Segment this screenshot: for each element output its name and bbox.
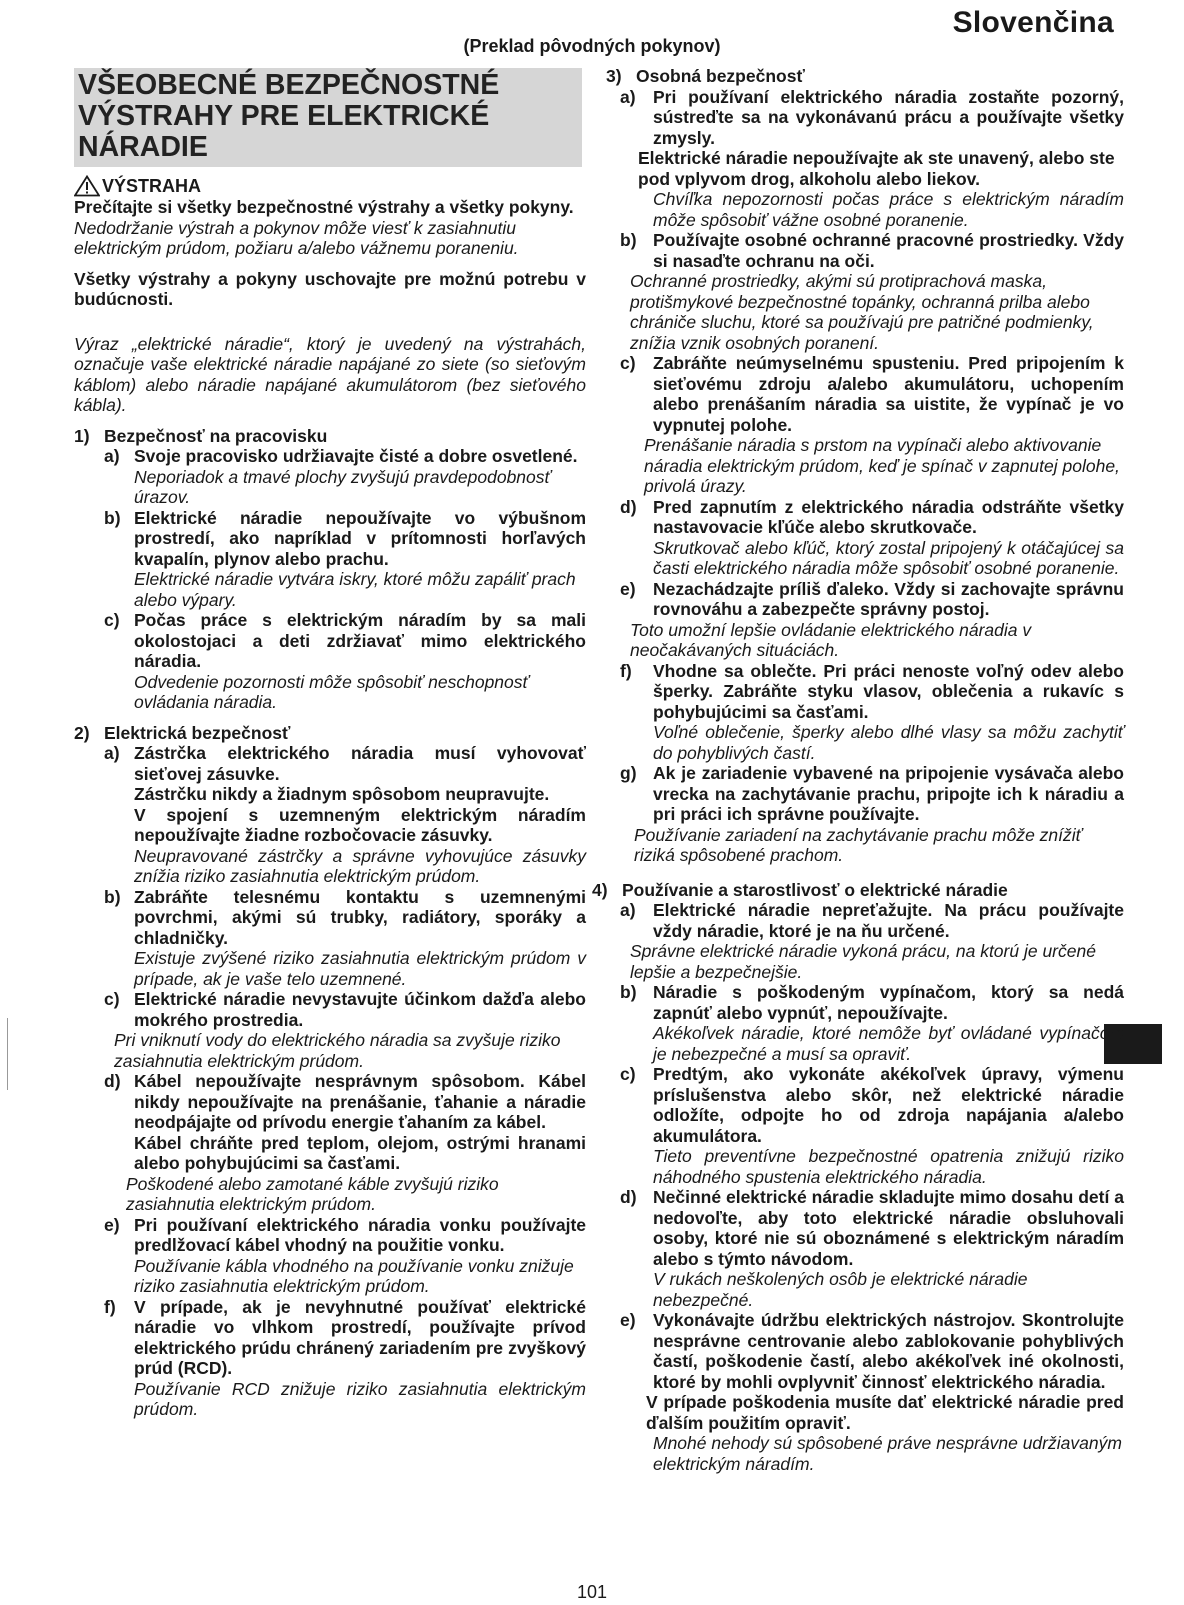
s2-item-b-note: Existuje zvýšené riziko zasiahnutia elektrickým prúdom v prípade, ak je vaše telo uzemnené. xyxy=(134,948,586,989)
page-heading: VŠEOBECNÉ BEZPEČNOSTNÉ VÝSTRAHY PRE ELEKTRICKÉ NÁRADIE xyxy=(74,68,582,167)
s2-item-e-note: Používanie kábla vhodného na používanie vonku znižuje riziko zasiahnutia elektrickým prúdom. xyxy=(134,1255,574,1296)
s3-item-g: g) Ak je zariadenie vybavené na pripojenie vysávača alebo vrecka na zachytávanie prachu, pripojte ich k náradiu a pri práci ich správne používajte. xyxy=(620,763,1124,824)
s4-item-e: e) Vykonávajte údržbu elektrických nástrojov. Skontrolujte nesprávne centrovanie alebo zablokovanie pohyblivých častí, poškodenie častí, alebo akékoľvek iné okolnosti, ktoré by mohli ovplyvniť činnosť elektrického náradia. xyxy=(620,1310,1124,1392)
s2-item-a-text3: V spojení s uzemneným elektrickým náradím nepoužívajte žiadne rozbočovacie zásuvky. xyxy=(134,804,586,845)
s3-item-f-note: Voľné oblečenie, šperky alebo dlhé vlasy sa môžu zachytiť do pohyblivých častí. xyxy=(653,722,1124,763)
read-all-instruction: Prečítajte si všetky bezpečnostné výstrahy a všetky pokyny. xyxy=(74,197,574,217)
s4-item-c: c) Predtým, ako vykonáte akékoľvek úpravy, výmenu príslušenstva alebo skôr, než elektrické náradie odložíte, odpojte ho od zdroja napájania a/alebo akumulátora. xyxy=(620,1064,1124,1146)
s1-item-b-note: Elektrické náradie vytvára iskry, ktoré môžu zapáliť prach alebo výpary. xyxy=(134,569,576,610)
s1-item-c: c) Počas práce s elektrickým náradím by sa mali okolostojaci a deti zdržiavať mimo elektrického náradia. xyxy=(104,610,586,671)
s4-item-b: b) Náradie s poškodeným vypínačom, ktorý sa nedá zapnúť alebo vypnúť, nepoužívajte. xyxy=(620,982,1124,1023)
section-1-title: 1) Bezpečnosť na pracovisku xyxy=(74,425,328,446)
s3-item-b-note: Ochranné prostriedky, akými sú protiprachová maska, protišmykové bezpečnostné topánky, ochranná prilba alebo chrániče sluchu, ktoré sa používajú pre patričné podmienky, znížia vznik osobných poranení. xyxy=(630,271,1094,353)
warning-heading xyxy=(74,175,586,197)
s2-item-f: f) V prípade, ak je nevyhnutné používať elektrické náradie vo vlhkom prostredí, používajte prívod elektrického prúdu chránený zariadením pre zvyškový prúd (RCD). xyxy=(104,1296,586,1378)
s3-item-c-note: Prenášanie náradia s prstom na vypínači alebo aktivovanie náradia elektrickým prúdom, keď je spínač v zapnutej polohe, privolá úrazy. xyxy=(644,435,1120,496)
language-label: Slovenčina xyxy=(952,6,1114,39)
left-column xyxy=(74,68,586,1420)
read-all-note: Nedodržanie výstrah a pokynov môže viesť k zasiahnutiu elektrickým prúdom, požiaru a/alebo vážnemu poraneniu. xyxy=(74,217,519,258)
s3-item-d: d) Pred zapnutím z elektrického náradia odstráňte všetky nastavovacie kľúče alebo skrutkovače. xyxy=(620,496,1124,537)
margin-mark xyxy=(7,1018,8,1090)
keep-instruction: Všetky výstrahy a pokyny uschovajte pre možnú potrebu v budúcnosti. xyxy=(74,268,586,309)
section-2-title: 2) Elektrická bezpečnosť xyxy=(74,722,291,743)
section-4-title: 4) Používanie a starostlivosť o elektrické náradie xyxy=(592,879,1008,900)
s4-item-e-text2: V prípade poškodenia musíte dať elektrické náradie pred ďalším použitím opraviť. xyxy=(646,1392,1124,1433)
s3-item-c: c) Zabráňte neúmyselnému spusteniu. Pred pripojením k sieťovému zdroju a/alebo akumulátoru, uchopením alebo prenášaním náradia sa uistite, že vypínač je vo vypnutej polohe. xyxy=(620,353,1124,435)
s2-item-e: e) Pri používaní elektrického náradia vonku používajte predlžovací kábel vhodný na použitie vonku. xyxy=(104,1214,586,1255)
s2-item-c: c) Elektrické náradie nevystavujte účinkom dažďa alebo mokrého prostredia. xyxy=(104,989,586,1030)
s3-item-e-note: Toto umožní lepšie ovládanie elektrického náradia v neočakávaných situáciách. xyxy=(630,619,1032,660)
s4-item-a-note: Správne elektrické náradie vykoná prácu, na ktorú je určené lepšie a bezpečnejšie. xyxy=(630,941,1096,982)
s4-item-c-note: Tieto preventívne bezpečnostné opatrenia znižujú riziko náhodného spustenia elektrického náradia. xyxy=(653,1146,1124,1187)
term-definition: Výraz „elektrické náradie“, ktorý je uvedený na výstrahách, označuje vaše elektrické náradie napájané zo siete (so sieťovým káblom) alebo náradie napájané akumulátorom (bez sieťového kábla). xyxy=(74,333,586,415)
s3-item-b: b) Používajte osobné ochranné pracovné prostriedky. Vždy si nasaďte ochranu na oči. xyxy=(620,230,1124,271)
section-3-title: 3) Osobná bezpečnosť xyxy=(606,66,805,86)
s4-item-a: a) Elektrické náradie nepreťažujte. Na prácu používajte vždy náradie, ktoré je na ňu určené. xyxy=(620,900,1124,941)
s1-item-b: b) Elektrické náradie nepoužívajte vo výbušnom prostredí, ako napríklad v prítomnosti horľavých kvapalín, plynov alebo prachu. xyxy=(104,507,586,569)
subtitle: (Preklad pôvodných pokynov) xyxy=(463,36,721,56)
s3-item-f: f) Vhodne sa oblečte. Pri práci nenoste voľný odev alebo šperky. Zabráňte styku vlasov, oblečenia a rukavíc s pohybujúcimi sa časťami. xyxy=(620,660,1124,722)
page-number: 101 xyxy=(576,1582,608,1602)
s2-item-d: d) Kábel nepoužívajte nesprávnym spôsobom. Kábel nikdy nepoužívajte na prenášanie, ťahanie a náradie neodpájajte od prívodu energie ťahaním za kábel. xyxy=(104,1071,586,1132)
s3-item-a: a) Pri používaní elektrického náradia zostaňte pozorný, sústreďte sa na vykonávanú prácu a používajte všetky zmysly. xyxy=(620,86,1124,148)
s1-item-a-note: Neporiadok a tmavé plochy zvyšujú pravdepodobnosť úrazov. xyxy=(134,466,551,507)
s4-item-d-note: V rukách neškolených osôb je elektrické náradie nebezpečné. xyxy=(653,1269,1028,1310)
s3-item-a-text2: Elektrické náradie nepoužívajte ak ste unavený, alebo ste pod vplyvom drog, alkoholu alebo liekov. xyxy=(638,148,1115,189)
s2-item-d-text2: Kábel chráňte pred teplom, olejom, ostrými hranami alebo pohybujúcimi sa časťami. xyxy=(134,1132,586,1173)
s4-item-e-note: Mnohé nehody sú spôsobené práve nesprávne udržiavaným elektrickým náradím. xyxy=(653,1433,1122,1474)
s2-item-c-note: Pri vniknutí vody do elektrického náradia sa zvyšuje riziko zasiahnutia elektrickým prúdom. xyxy=(114,1030,561,1071)
s2-item-b: b) Zabráňte telesnému kontaktu s uzemnenými povrchmi, akými sú trubky, radiátory, sporáky a chladničky. xyxy=(104,886,586,948)
s2-item-a: a) Zástrčka elektrického náradia musí vyhovovať sieťovej zásuvke. xyxy=(104,743,586,784)
s3-item-a-note: Chvíľka nepozornosti počas práce s elektrickým náradím môže spôsobiť vážne osobné poranenie. xyxy=(653,189,1124,230)
s2-item-a-note: Neupravované zástrčky a správne vyhovujúce zásuvky znížia riziko zasiahnutia elektrickým prúdom. xyxy=(134,845,586,886)
s3-item-e: e) Nezachádzajte príliš ďaleko. Vždy si zachovajte správnu rovnováhu a zabezpečte správny postoj. xyxy=(620,578,1124,619)
s3-item-g-note: Používanie zariadení na zachytávanie prachu môže znížiť riziká spôsobené prachom. xyxy=(634,824,1082,865)
s2-item-f-note: Používanie RCD znižuje riziko zasiahnutia elektrickým prúdom. xyxy=(134,1378,586,1419)
s3-item-d-note: Skrutkovač alebo kľúč, ktorý zostal pripojený k otáčajúcej sa časti elektrického náradia môže spôsobiť osobné poranenie. xyxy=(653,537,1124,578)
s4-item-d: d) Nečinné elektrické náradie skladujte mimo dosahu detí a nedovoľte, aby toto elektrické náradie obsluhovali osoby, ktoré nie sú oboznámené s elektrickým náradím alebo s týmto návodom. xyxy=(620,1187,1124,1269)
right-column xyxy=(592,66,1124,1474)
s1-item-a: a) Svoje pracovisko udržiavajte čisté a dobre osvetlené. xyxy=(104,446,578,466)
s4-item-b-note: Akékoľvek náradie, ktoré nemôže byť ovládané vypínačom je nebezpečné a musí sa opraviť. xyxy=(653,1023,1124,1064)
s1-item-c-note: Odvedenie pozornosti môže spôsobiť neschopnosť ovládania náradia. xyxy=(134,671,529,712)
s2-item-a-text2: Zástrčku nikdy a žiadnym spôsobom neupravujte. xyxy=(134,784,550,804)
s2-item-d-note: Poškodené alebo zamotané káble zvyšujú riziko zasiahnutia elektrickým prúdom. xyxy=(126,1173,499,1214)
warning-triangle-icon xyxy=(74,175,100,197)
warning-label: VÝSTRAHA xyxy=(102,175,202,196)
